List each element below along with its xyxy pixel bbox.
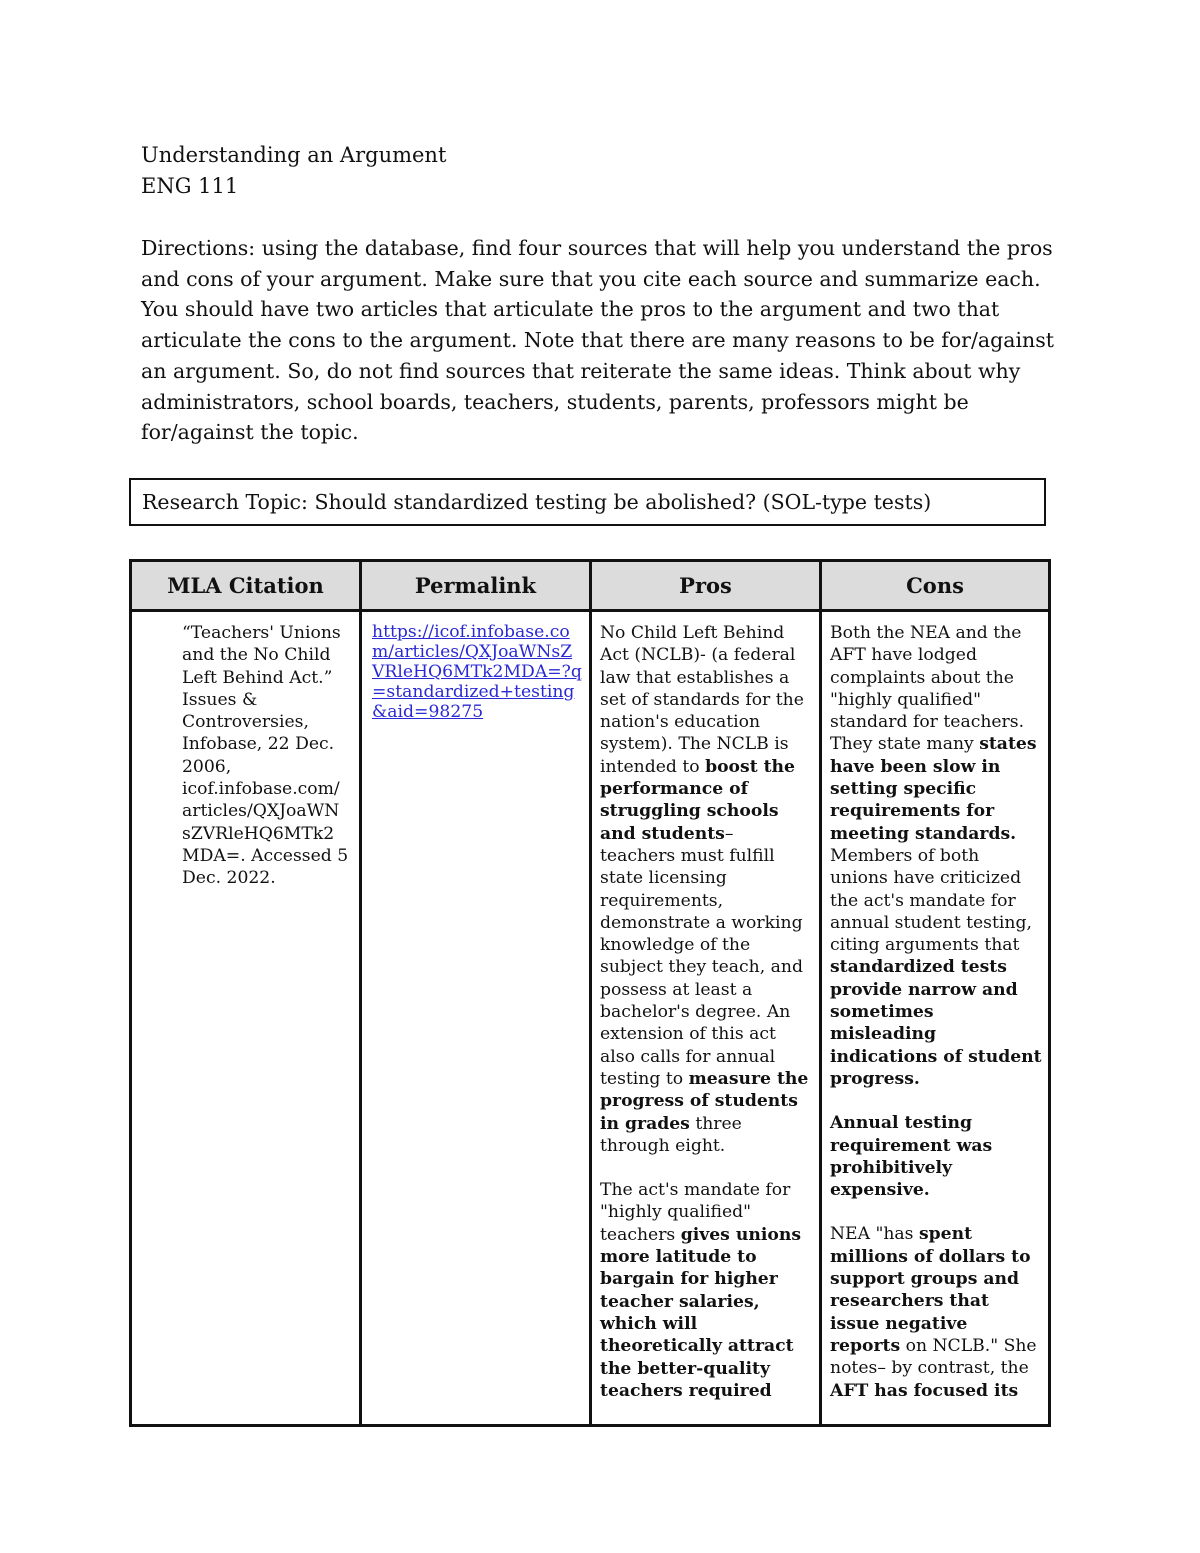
pros-text: – teachers must fulfill state licensing requirements, demonstrate a working knowledge of the subject they teach, and possess at least a bachelor's degree. An extension of this act also calls for annual testing to bbox=[600, 823, 803, 1089]
cons-cell bbox=[821, 611, 1050, 1426]
header-pros: Pros bbox=[591, 561, 821, 611]
pros-cell bbox=[591, 611, 821, 1426]
header-permalink: Permalink bbox=[361, 561, 591, 611]
pros-paragraph-2 bbox=[600, 1179, 813, 1402]
cons-emphasis: AFT has focused its bbox=[830, 1380, 1019, 1401]
research-table bbox=[129, 559, 1051, 1427]
pros-text: No Child Left Behind Act (NCLB)- (a federal law that establishes a set of standards for the nation's education system). The NCLB is intended to bbox=[600, 623, 804, 777]
pros-text: three through eight. bbox=[600, 1113, 742, 1156]
table-header-row bbox=[131, 561, 1050, 611]
permalink-link[interactable]: https://icof.infobase.com/articles/QXJoaWNsZVRleHQ6MTk2MDA=?q=standardized+testing&aid=98275 bbox=[372, 622, 582, 722]
pros-emphasis: boost the performance of struggling schools and students bbox=[600, 756, 795, 844]
cons-emphasis: states have been slow in setting specific requirements for meeting standards. bbox=[830, 734, 1037, 844]
pros-emphasis: measure the progress of students in grades bbox=[600, 1068, 809, 1134]
pros-emphasis: gives unions more latitude to bargain for higher teacher salaries, which will theoretically attract the better-quality teachers required bbox=[600, 1224, 801, 1401]
pros-text: The act's mandate for "highly qualified" teachers bbox=[600, 1180, 791, 1245]
cons-emphasis: spent millions of dollars to support groups and researchers that issue negative reports bbox=[830, 1224, 1031, 1356]
cons-emphasis: Annual testing requirement was prohibitively expensive. bbox=[830, 1113, 993, 1201]
course-code: ENG 111 bbox=[141, 174, 239, 198]
permalink-cell bbox=[361, 611, 591, 1426]
research-topic-box: Research Topic: Should standardized testing be abolished? (SOL-type tests) bbox=[129, 478, 1046, 526]
cons-text: Both the NEA and the AFT have lodged complaints about the "highly qualified" standard for teachers. They state many bbox=[830, 623, 1025, 755]
citation-text: “Teachers' Unions and the No Child Left Behind Act.” Issues & Controversies, Infobase, 22 Dec. 2006, icof.infobase.com/ articles/QXJoaWN sZVRleHQ6MTk2 MDA=. Accessed 5 Dec. 2022. bbox=[182, 623, 349, 889]
header-mla-citation: MLA Citation bbox=[131, 561, 361, 611]
directions-paragraph: Directions: using the database, find four sources that will help you understand the pros and cons of your argument. Make sure that you cite each source and summarize each. You should have two articles that articulate the pros to the argument and two that articulate the cons to the argument. Note that there are many reasons to be for/against an argument. So, do not find sources that reiterate the same ideas. Think about why administrators, school boards, teachers, students, parents, professors might be for/against the topic. bbox=[141, 236, 1054, 445]
pros-paragraph-1 bbox=[600, 622, 813, 1157]
cons-text: on NCLB." She notes– by contrast, the bbox=[830, 1335, 1037, 1379]
cons-paragraph-1 bbox=[830, 622, 1042, 1090]
table-row bbox=[131, 611, 1050, 1426]
cons-emphasis: standardized tests provide narrow and sometimes misleading indications of student progress. bbox=[830, 957, 1042, 1089]
cons-paragraph-2 bbox=[830, 1112, 1042, 1201]
document-heading bbox=[141, 140, 446, 202]
cons-text: NEA "has bbox=[830, 1224, 919, 1245]
citation-cell bbox=[131, 611, 361, 1426]
cons-text: Members of both unions have criticized the act's mandate for annual student testing, citing arguments that bbox=[830, 845, 1032, 956]
document-title: Understanding an Argument bbox=[141, 143, 447, 167]
cons-paragraph-3 bbox=[830, 1223, 1042, 1401]
header-cons: Cons bbox=[821, 561, 1050, 611]
